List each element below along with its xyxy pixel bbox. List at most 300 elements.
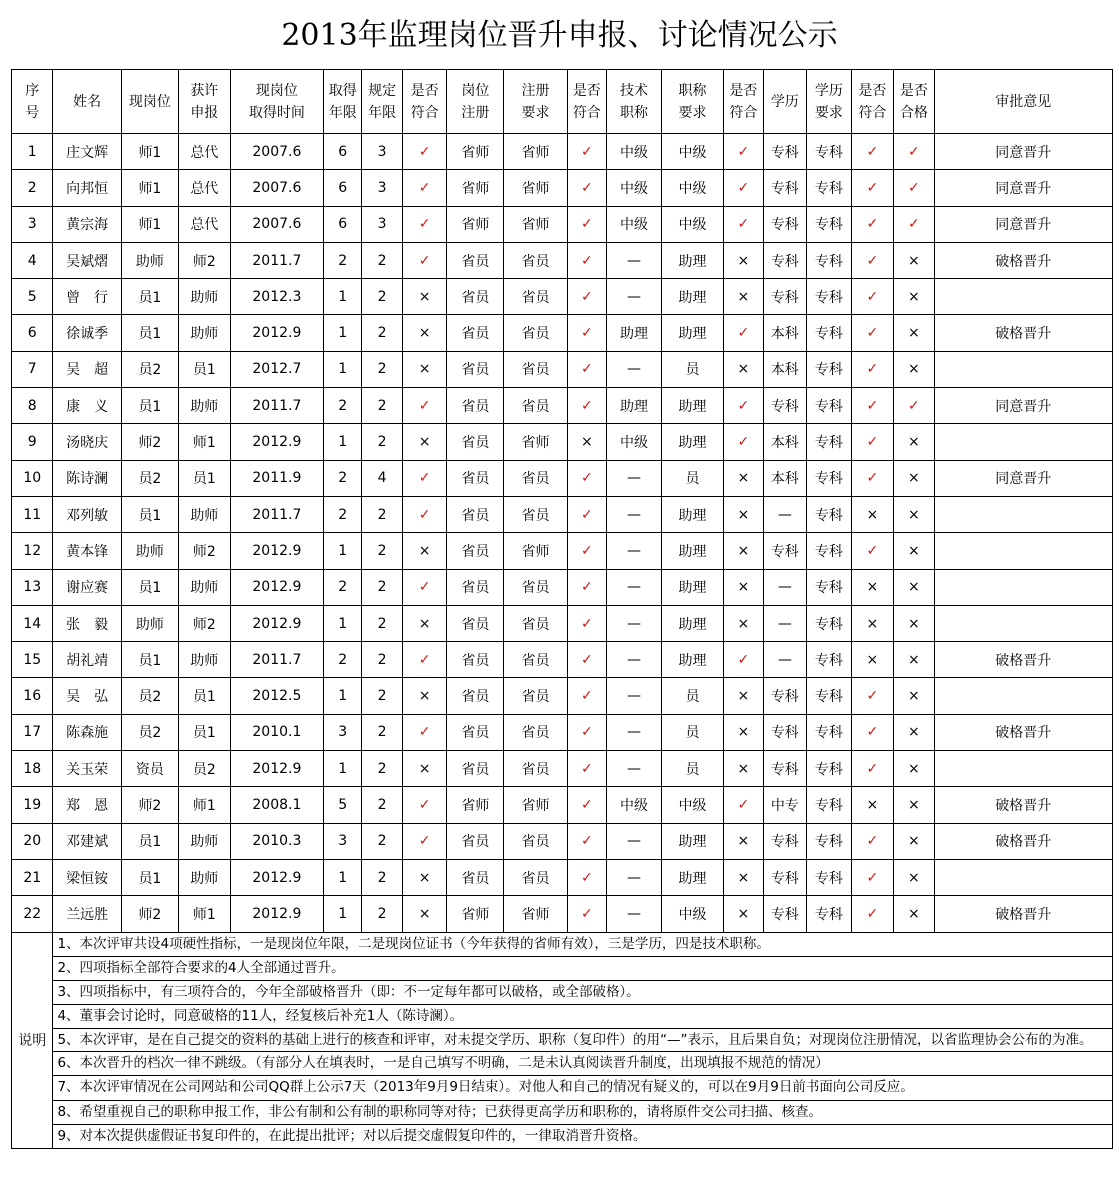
table-cell: 助理	[661, 424, 723, 460]
table-cell: 省员	[447, 859, 504, 895]
table-cell: 同意晋升	[934, 460, 1112, 496]
cross-mark-icon: ×	[851, 787, 894, 823]
table-cell: 师2	[121, 896, 178, 932]
table-cell: —	[607, 279, 662, 315]
table-cell: 省员	[447, 605, 504, 641]
column-header-text: 要求	[814, 104, 843, 121]
table-cell: 1	[324, 424, 362, 460]
table-cell: 破格晋升	[934, 315, 1112, 351]
column-header	[851, 70, 894, 134]
column-header-text: 是否	[729, 82, 758, 99]
table-cell: 专科	[807, 896, 852, 932]
check-mark-icon: ✓	[567, 642, 606, 678]
table-cell: 4	[362, 460, 402, 496]
table-cell: 6	[324, 206, 362, 242]
table-cell: 员2	[121, 714, 178, 750]
check-mark-icon: ✓	[851, 279, 894, 315]
table-cell: 中级	[661, 896, 723, 932]
table-cell: 本科	[763, 351, 807, 387]
table-cell: 省员	[504, 823, 567, 859]
table-cell: 专科	[807, 206, 852, 242]
column-header-text: 获许	[190, 82, 219, 99]
table-cell: 省师	[504, 134, 567, 170]
table-cell: 助理	[607, 388, 662, 424]
table-row	[12, 242, 1113, 278]
table-cell: 1	[324, 279, 362, 315]
table-cell: 省员	[447, 315, 504, 351]
table-cell: 助理	[661, 642, 723, 678]
table-cell: 2010.1	[230, 714, 323, 750]
table-cell: —	[607, 642, 662, 678]
table-cell: 助师	[178, 279, 230, 315]
note-item: 4、董事会讨论时，同意破格的11人，经复核后补充1人（陈诗澜）。	[53, 1005, 1112, 1029]
column-header-text: 要求	[521, 104, 550, 121]
table-cell: 省员	[504, 351, 567, 387]
table-cell: 专科	[807, 424, 852, 460]
cross-mark-icon: ×	[894, 424, 934, 460]
table-cell: 专科	[807, 388, 852, 424]
table-cell: —	[763, 642, 807, 678]
table-cell: 员1	[121, 279, 178, 315]
column-header	[763, 70, 807, 134]
table-cell: 省员	[447, 424, 504, 460]
note-item: 9、对本次提供虚假证书复印件的，在此提出批评；对以后提交虚假复印件的，一律取消晋升资格。	[57, 1127, 647, 1144]
table-cell: 梁恒铵	[53, 859, 121, 895]
table-cell: 专科	[807, 605, 852, 641]
cross-mark-icon: ×	[402, 424, 447, 460]
table-cell: 省员	[447, 569, 504, 605]
column-header-text: 合格	[899, 104, 928, 121]
table-cell: 中级	[607, 134, 662, 170]
page-title: 2013年监理岗位晋升申报、讨论情况公示	[281, 18, 838, 53]
table-cell: 康 义	[53, 388, 121, 424]
check-mark-icon: ✓	[567, 351, 606, 387]
table-cell	[934, 859, 1112, 895]
table-cell: 6	[12, 315, 53, 351]
table-cell: 省员	[447, 496, 504, 532]
column-header	[230, 70, 323, 134]
column-header-text: 现岗位	[128, 93, 171, 110]
table-cell: 专科	[807, 315, 852, 351]
table-cell: 总代	[178, 134, 230, 170]
check-mark-icon: ✓	[851, 170, 894, 206]
cross-mark-icon: ×	[724, 859, 763, 895]
table-cell: 专科	[807, 496, 852, 532]
cross-mark-icon: ×	[724, 460, 763, 496]
check-mark-icon: ✓	[567, 242, 606, 278]
column-header	[53, 70, 121, 134]
cross-mark-icon: ×	[894, 642, 934, 678]
table-cell: —	[607, 678, 662, 714]
cross-mark-icon: ×	[402, 279, 447, 315]
table-cell: 谢应赛	[53, 569, 121, 605]
table-cell: 本科	[763, 460, 807, 496]
table-cell: 中级	[661, 206, 723, 242]
table-cell: 师2	[178, 605, 230, 641]
table-cell: 助理	[661, 859, 723, 895]
table-cell: 省员	[504, 714, 567, 750]
table-cell: 2010.3	[230, 823, 323, 859]
table-cell: 12	[12, 533, 53, 569]
table-cell: 专科	[807, 460, 852, 496]
table-cell: 员2	[121, 678, 178, 714]
table-cell: 2	[362, 642, 402, 678]
cross-mark-icon: ×	[894, 533, 934, 569]
table-cell: 省员	[504, 751, 567, 787]
check-mark-icon: ✓	[851, 206, 894, 242]
column-header-text: 职称	[619, 104, 648, 121]
check-mark-icon: ✓	[402, 170, 447, 206]
check-mark-icon: ✓	[402, 206, 447, 242]
table-cell: 省师	[447, 134, 504, 170]
table-cell: 省师	[504, 533, 567, 569]
table-cell: 中级	[661, 787, 723, 823]
table-cell	[934, 678, 1112, 714]
table-cell: 2011.7	[230, 496, 323, 532]
table-cell: 省员	[447, 642, 504, 678]
table-cell: 2	[362, 714, 402, 750]
check-mark-icon: ✓	[567, 279, 606, 315]
table-cell: 专科	[763, 206, 807, 242]
column-header	[724, 70, 763, 134]
table-cell: 17	[12, 714, 53, 750]
table-cell: 专科	[763, 714, 807, 750]
table-cell: 2	[324, 388, 362, 424]
table-cell: 14	[12, 605, 53, 641]
cross-mark-icon: ×	[402, 896, 447, 932]
table-cell: 6	[324, 134, 362, 170]
table-cell: 2007.6	[230, 206, 323, 242]
table-cell: 3	[362, 134, 402, 170]
table-cell: —	[607, 242, 662, 278]
table-cell: 2	[362, 533, 402, 569]
table-cell: 陈森施	[53, 714, 121, 750]
table-row	[12, 279, 1113, 315]
table-cell: 3	[362, 170, 402, 206]
table-cell: 省员	[447, 460, 504, 496]
cross-mark-icon: ×	[894, 496, 934, 532]
table-row	[12, 533, 1113, 569]
notes-row	[12, 932, 1113, 1149]
cross-mark-icon: ×	[724, 279, 763, 315]
column-header	[402, 70, 447, 134]
table-cell: —	[607, 460, 662, 496]
column-header	[567, 70, 606, 134]
table-cell: 向邦恒	[53, 170, 121, 206]
check-mark-icon: ✓	[567, 460, 606, 496]
table-cell: 员	[661, 751, 723, 787]
check-mark-icon: ✓	[402, 642, 447, 678]
table-cell: 本科	[763, 315, 807, 351]
table-cell: 省师	[447, 896, 504, 932]
table-row	[12, 823, 1113, 859]
column-header-text: 号	[25, 104, 40, 121]
column-header-text: 序	[25, 82, 40, 99]
table-cell: 助师	[178, 642, 230, 678]
table-cell: 同意晋升	[934, 388, 1112, 424]
table-cell: 专科	[807, 242, 852, 278]
table-cell: 员1	[121, 388, 178, 424]
table-cell: —	[607, 351, 662, 387]
check-mark-icon: ✓	[402, 388, 447, 424]
table-cell: 资员	[121, 751, 178, 787]
table-cell: 专科	[807, 134, 852, 170]
table-cell: 专科	[807, 642, 852, 678]
table-cell: 助理	[661, 388, 723, 424]
check-mark-icon: ✓	[894, 134, 934, 170]
table-cell: 2	[362, 424, 402, 460]
cross-mark-icon: ×	[894, 787, 934, 823]
table-cell	[934, 569, 1112, 605]
table-cell: 省师	[504, 424, 567, 460]
table-cell: 省员	[504, 642, 567, 678]
table-cell	[934, 605, 1112, 641]
table-cell: 师1	[121, 134, 178, 170]
table-cell: 2012.9	[230, 315, 323, 351]
table-cell: 徐诚季	[53, 315, 121, 351]
table-cell: 9	[12, 424, 53, 460]
notes-label: 说明	[12, 932, 53, 1149]
table-cell: 3	[12, 206, 53, 242]
table-cell: 员1	[121, 315, 178, 351]
table-cell: 中级	[661, 134, 723, 170]
note-item: 5、本次评审，是在自己提交的资料的基础上进行的核查和评审，对未提交学历、职称（复印件）的用“—”表示，且后果自负；对现岗位注册情况，以省监理协会公布的为准。	[53, 1029, 1112, 1052]
table-cell: 2012.9	[230, 533, 323, 569]
check-mark-icon: ✓	[567, 859, 606, 895]
table-cell: 2012.9	[230, 569, 323, 605]
table-cell: 助理	[661, 605, 723, 641]
table-cell: 省员	[504, 605, 567, 641]
table-cell: —	[607, 823, 662, 859]
table-cell: 8	[12, 388, 53, 424]
check-mark-icon: ✓	[851, 315, 894, 351]
table-cell: 专科	[763, 533, 807, 569]
check-mark-icon: ✓	[851, 823, 894, 859]
column-header-text: 现岗位	[255, 82, 298, 99]
cross-mark-icon: ×	[402, 751, 447, 787]
cross-mark-icon: ×	[724, 533, 763, 569]
table-cell: 15	[12, 642, 53, 678]
table-cell: 同意晋升	[934, 206, 1112, 242]
table-cell: —	[607, 605, 662, 641]
column-header	[807, 70, 852, 134]
table-cell: —	[607, 896, 662, 932]
cross-mark-icon: ×	[894, 678, 934, 714]
table-cell: 2	[362, 896, 402, 932]
table-cell: 专科	[807, 569, 852, 605]
table-cell: 2012.9	[230, 751, 323, 787]
note-item: 7、本次评审情况在公司网站和公司QQ群上公示7天（2013年9月9日结束）。对他人和自己的情况有疑义的，可以在9月9日前书面向公司反应。	[53, 1076, 1112, 1100]
table-cell	[934, 496, 1112, 532]
table-cell: 省员	[447, 751, 504, 787]
table-cell: 总代	[178, 206, 230, 242]
cross-mark-icon: ×	[894, 279, 934, 315]
check-mark-icon: ✓	[567, 823, 606, 859]
cross-mark-icon: ×	[894, 242, 934, 278]
table-cell: 18	[12, 751, 53, 787]
table-cell: 省员	[504, 859, 567, 895]
check-mark-icon: ✓	[567, 569, 606, 605]
table-cell: 2012.9	[230, 896, 323, 932]
cross-mark-icon: ×	[724, 242, 763, 278]
table-cell: 专科	[807, 787, 852, 823]
check-mark-icon: ✓	[851, 460, 894, 496]
table-cell: 2008.1	[230, 787, 323, 823]
table-row	[12, 170, 1113, 206]
promotion-table	[11, 69, 1113, 1149]
table-cell	[934, 533, 1112, 569]
table-cell: 2	[362, 859, 402, 895]
check-mark-icon: ✓	[851, 751, 894, 787]
table-cell: 专科	[763, 134, 807, 170]
table-cell: 2012.9	[230, 605, 323, 641]
table-cell: 2	[362, 315, 402, 351]
cross-mark-icon: ×	[894, 315, 934, 351]
column-header-text: 注册	[461, 104, 490, 121]
table-cell: 吴 弘	[53, 678, 121, 714]
table-cell: 省员	[447, 823, 504, 859]
table-cell: 11	[12, 496, 53, 532]
table-row	[12, 388, 1113, 424]
check-mark-icon: ✓	[851, 896, 894, 932]
column-header	[607, 70, 662, 134]
table-cell: —	[607, 496, 662, 532]
table-cell: 专科	[807, 351, 852, 387]
table-cell: 省师	[504, 787, 567, 823]
column-header	[121, 70, 178, 134]
table-cell: 2	[362, 605, 402, 641]
cross-mark-icon: ×	[724, 496, 763, 532]
cross-mark-icon: ×	[724, 678, 763, 714]
cross-mark-icon: ×	[851, 642, 894, 678]
table-cell: 2	[362, 496, 402, 532]
cross-mark-icon: ×	[724, 823, 763, 859]
table-cell: 员	[661, 678, 723, 714]
cross-mark-icon: ×	[402, 678, 447, 714]
table-cell: 省员	[504, 242, 567, 278]
cross-mark-icon: ×	[402, 605, 447, 641]
table-cell: 1	[324, 896, 362, 932]
table-cell: 省员	[504, 460, 567, 496]
table-row	[12, 605, 1113, 641]
table-cell: 省师	[447, 170, 504, 206]
table-cell: 4	[12, 242, 53, 278]
column-header-text: 符合	[572, 104, 601, 121]
cross-mark-icon: ×	[567, 424, 606, 460]
column-header-text: 姓名	[73, 93, 102, 110]
table-cell: 助理	[661, 242, 723, 278]
table-header-row	[12, 70, 1113, 134]
table-cell: 3	[362, 206, 402, 242]
check-mark-icon: ✓	[724, 642, 763, 678]
column-header-text: 取得时间	[248, 104, 305, 121]
table-cell: 助师	[178, 388, 230, 424]
table-cell: 专科	[807, 823, 852, 859]
cross-mark-icon: ×	[894, 351, 934, 387]
table-cell: 省师	[504, 206, 567, 242]
table-cell: —	[763, 605, 807, 641]
table-cell: 2	[324, 496, 362, 532]
table-cell: 2	[324, 242, 362, 278]
table-cell: 同意晋升	[934, 170, 1112, 206]
table-row	[12, 315, 1113, 351]
column-header-text: 规定	[368, 82, 397, 99]
check-mark-icon: ✓	[567, 787, 606, 823]
table-cell: 5	[324, 787, 362, 823]
check-mark-icon: ✓	[402, 569, 447, 605]
table-cell	[934, 351, 1112, 387]
table-cell: —	[607, 751, 662, 787]
table-cell: 2	[324, 642, 362, 678]
table-cell: 吴 超	[53, 351, 121, 387]
table-row	[12, 134, 1113, 170]
table-cell: 省师	[447, 206, 504, 242]
table-cell	[934, 279, 1112, 315]
check-mark-icon: ✓	[851, 424, 894, 460]
table-cell: 2	[362, 678, 402, 714]
table-cell: 郑 恩	[53, 787, 121, 823]
column-header-text: 是否	[572, 82, 601, 99]
table-cell: 3	[324, 823, 362, 859]
table-cell: 师2	[121, 787, 178, 823]
table-cell: 2012.5	[230, 678, 323, 714]
table-cell: 2	[362, 823, 402, 859]
table-cell: 省员	[447, 678, 504, 714]
table-cell: 本科	[763, 424, 807, 460]
table-cell: 师1	[178, 424, 230, 460]
check-mark-icon: ✓	[724, 315, 763, 351]
column-header-text: 学历	[770, 93, 799, 110]
table-cell: 省师	[504, 170, 567, 206]
table-cell: 邓列敏	[53, 496, 121, 532]
cross-mark-icon: ×	[894, 460, 934, 496]
table-cell: 专科	[807, 751, 852, 787]
table-cell: 2	[362, 279, 402, 315]
table-cell: 省员	[447, 533, 504, 569]
table-cell: —	[763, 496, 807, 532]
table-cell: 员	[661, 714, 723, 750]
table-cell: 兰远胜	[53, 896, 121, 932]
column-header-text: 年限	[328, 104, 357, 121]
table-cell: 2011.7	[230, 242, 323, 278]
table-cell: 助理	[661, 496, 723, 532]
check-mark-icon: ✓	[724, 170, 763, 206]
note-item: 6、本次晋升的档次一律不跳级。（有部分人在填表时，一是自己填写不明确，二是未认真阅读晋升制度，出现填报不规范的情况）	[53, 1052, 1112, 1076]
table-cell: 员1	[178, 714, 230, 750]
table-cell: 助理	[661, 315, 723, 351]
table-cell: 2012.3	[230, 279, 323, 315]
table-cell: 省员	[504, 496, 567, 532]
table-cell: 破格晋升	[934, 823, 1112, 859]
table-cell: 省员	[504, 279, 567, 315]
check-mark-icon: ✓	[402, 242, 447, 278]
check-mark-icon: ✓	[851, 678, 894, 714]
table-cell: 专科	[763, 751, 807, 787]
table-cell: —	[763, 569, 807, 605]
table-cell: 师2	[178, 242, 230, 278]
table-cell: 3	[324, 714, 362, 750]
table-cell: 助理	[661, 569, 723, 605]
table-cell: 破格晋升	[934, 896, 1112, 932]
table-cell: 省员	[447, 351, 504, 387]
column-header	[504, 70, 567, 134]
table-cell: 黄宗海	[53, 206, 121, 242]
note-item: 3、四项指标中，有三项符合的，今年全部破格晋升（即：不一定每年都可以破格，或全部破格）。	[53, 981, 1112, 1005]
table-cell: 2012.9	[230, 859, 323, 895]
table-cell: 助理	[607, 315, 662, 351]
table-cell: 2	[362, 351, 402, 387]
table-cell: 5	[12, 279, 53, 315]
